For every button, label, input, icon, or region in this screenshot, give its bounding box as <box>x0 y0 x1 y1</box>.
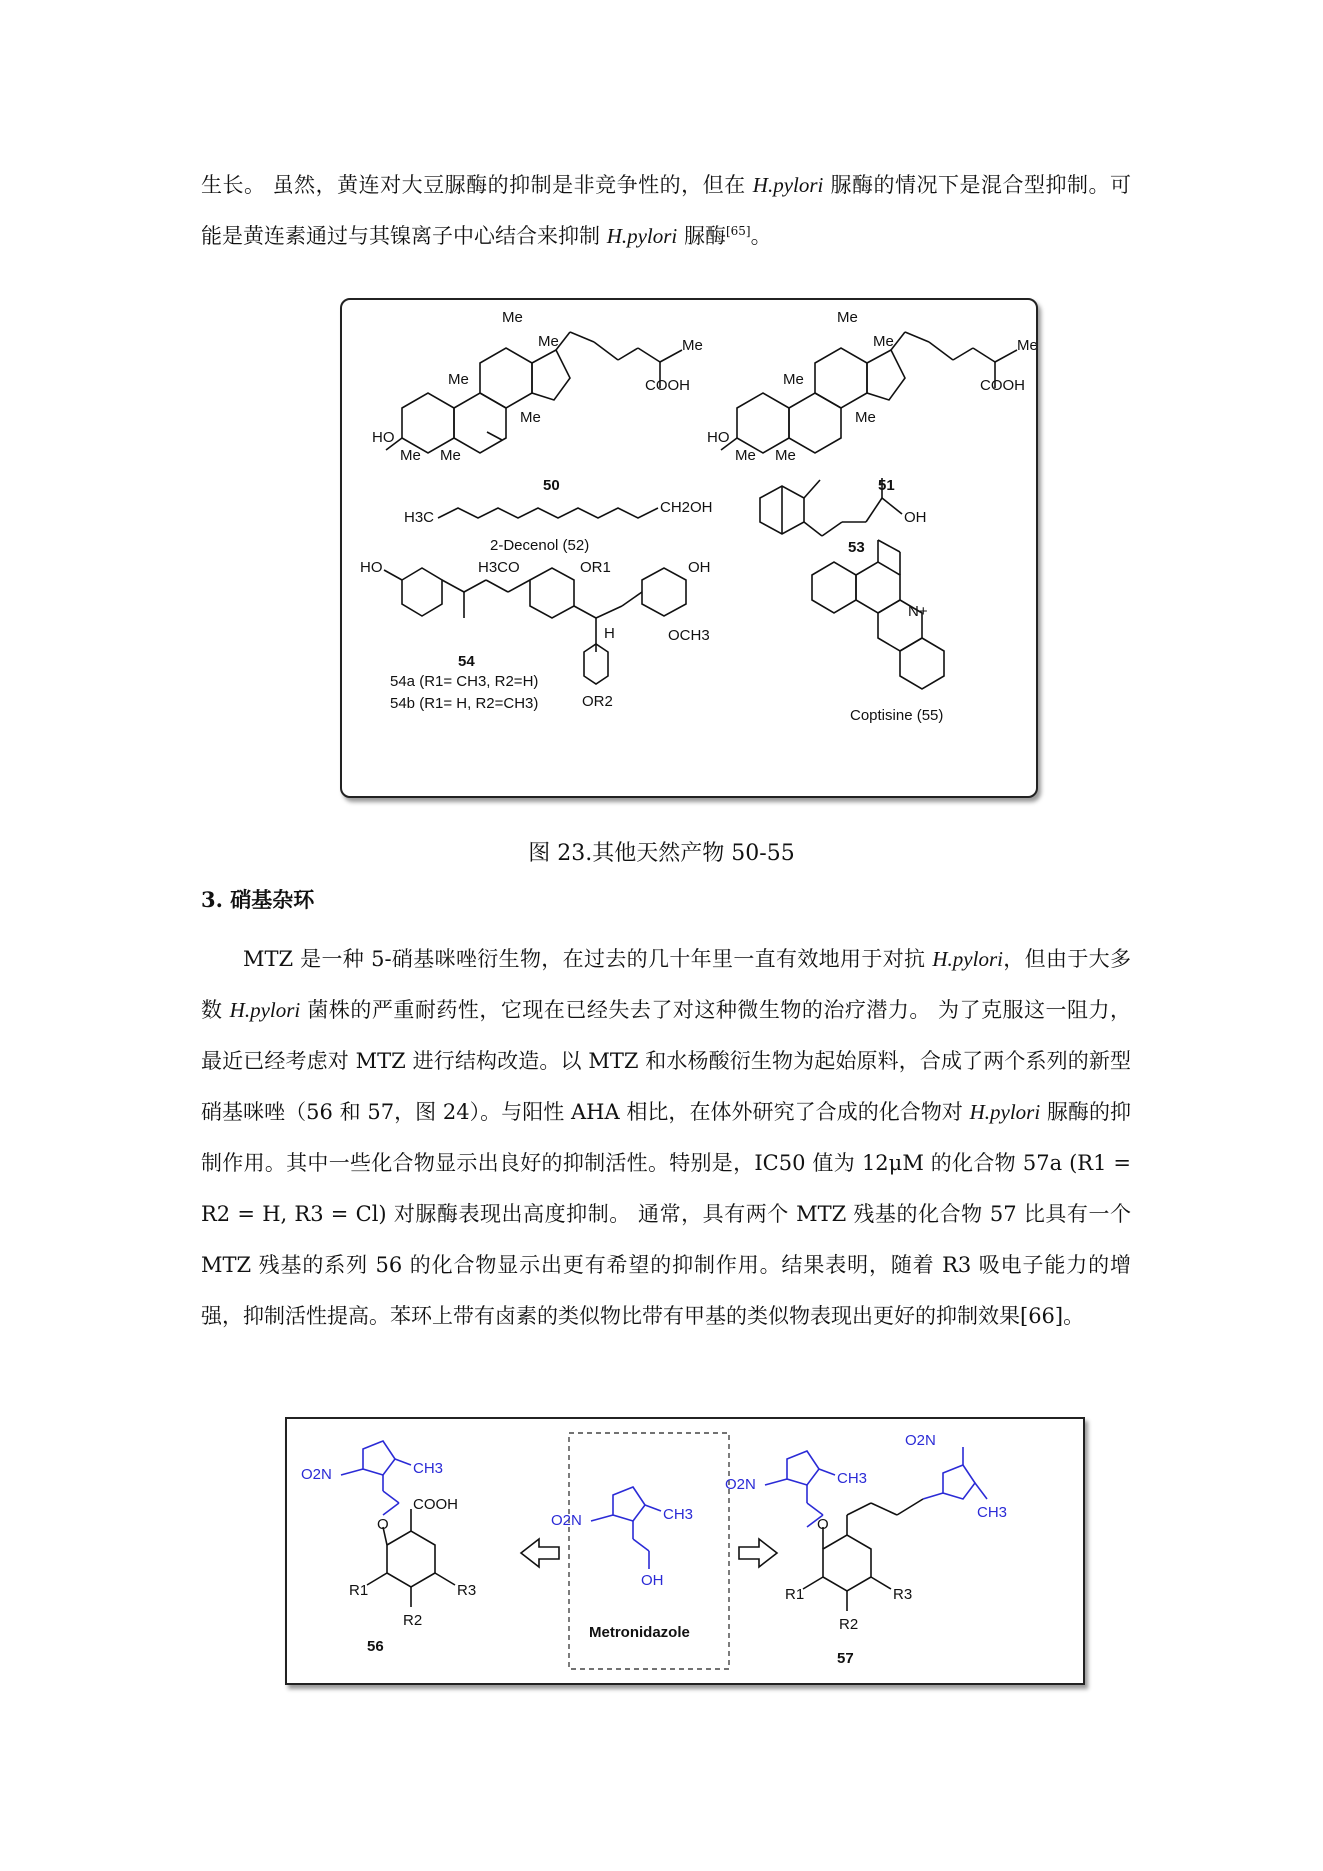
figure-24-structures <box>287 1419 1083 1683</box>
label-me: Me <box>448 371 469 388</box>
label-ho: HO <box>372 429 395 446</box>
label-me: Me <box>735 447 756 464</box>
label-r2: R2 <box>839 1616 859 1633</box>
compound-50-label: 50 <box>543 477 560 494</box>
label-me: Me <box>873 333 894 350</box>
label-o2n: O2N <box>301 1466 332 1483</box>
arrow-left <box>521 1539 559 1567</box>
label-me: Me <box>783 371 804 388</box>
label-och3: OCH3 <box>668 627 710 644</box>
label-me: Me <box>1017 337 1036 354</box>
label-me: Me <box>855 409 876 426</box>
label-r1: R1 <box>349 1582 369 1599</box>
label-cooh: COOH <box>413 1496 458 1513</box>
label-oh: OH <box>641 1572 664 1589</box>
figure-23 <box>340 298 1038 798</box>
label-r1: R1 <box>785 1586 805 1603</box>
paragraph-2: MTZ 是一种 5-硝基咪唑衍生物，在过去的几十年里一直有效地用于对抗 H.pylori，但由于大多数 H.pylori 菌株的严重耐药性，它现在已经失去了对这种微生物的治疗潜力。 为了克服这一阻力，最近已经考虑对 MTZ 进行结构改造。以 MTZ 和水杨酸衍生物为起始原料，合成了两个系列的新型硝基咪唑（56 和 57，图 24）。与阳性 AHA 相比，在体外研究了合成的化合物对 H.pylori 脲酶的抑制作用。其中一些化合物显示出良好的抑制活性。特别是，IC50 值为 12μM 的化合物 57a (R1 = R2 = H, R3 = Cl) 对脲酶表现出高度抑制。 通常，具有两个 MTZ 残基的化合物 57 比具有一个 MTZ 残基的系列 56 的化合物显示出更有希望的抑制作用。结果表明，随着 R3 吸电子能力的增强，抑制活性提高。苯环上带有卤素的类似物比带有甲基的类似物表现出更好的抑制效果[66]。 <box>201 947 1131 1328</box>
label-o2n: O2N <box>905 1432 936 1449</box>
label-o2n: O2N <box>551 1512 582 1529</box>
label-ch3: CH3 <box>837 1470 868 1487</box>
label-cooh: COOH <box>980 377 1025 394</box>
arrow-right <box>739 1539 777 1567</box>
compound-52-label: 2-Decenol (52) <box>490 537 590 554</box>
section-heading: 3. 硝基杂环 <box>201 887 315 912</box>
label-me: Me <box>440 447 461 464</box>
label-ch3: CH3 <box>413 1460 444 1477</box>
compound-53-label: 53 <box>848 539 865 556</box>
label-n-plus: N+ <box>908 603 928 620</box>
label-o: O <box>377 1516 389 1533</box>
label-or1: OR1 <box>580 559 611 576</box>
label-r3: R3 <box>893 1586 913 1603</box>
compound-54b-label: 54b (R1= H, R2=CH3) <box>390 695 539 712</box>
compound-54a-label: 54a (R1= CH3, R2=H) <box>390 673 539 690</box>
label-me: Me <box>502 309 523 326</box>
compound-57-label: 57 <box>837 1650 854 1667</box>
label-ho: HO <box>360 559 383 576</box>
label-me: Me <box>400 447 421 464</box>
label-oh: OH <box>688 559 711 576</box>
figure-24 <box>285 1417 1085 1685</box>
paragraph-1: 生长。 虽然，黄连对大豆脲酶的抑制是非竞争性的，但在 H.pylori 脲酶的情况下是混合型抑制。可能是黄连素通过与其镍离子中心结合来抑制 H.pylori 脲酶[65]。 <box>201 173 1131 248</box>
label-me: Me <box>538 333 559 350</box>
label-o2n: O2N <box>725 1476 756 1493</box>
label-me: Me <box>837 309 858 326</box>
label-r3: R3 <box>457 1582 477 1599</box>
label-ch2oh: CH2OH <box>660 499 713 516</box>
compound-55-label: Coptisine (55) <box>850 707 944 724</box>
metronidazole-label: Metronidazole <box>589 1624 690 1641</box>
compound-51-label: 51 <box>878 477 895 494</box>
compound-54-label: 54 <box>458 653 475 670</box>
label-r2: R2 <box>403 1612 423 1629</box>
label-me: Me <box>682 337 703 354</box>
label-or2: OR2 <box>582 693 613 710</box>
label-ch3: CH3 <box>977 1504 1008 1521</box>
label-me: Me <box>520 409 541 426</box>
label-ch3: CH3 <box>663 1506 694 1523</box>
label-ho: HO <box>707 429 730 446</box>
label-cooh: COOH <box>645 377 690 394</box>
label-o: O <box>817 1516 829 1533</box>
label-h3c: H3C <box>404 509 435 526</box>
label-oh: OH <box>904 509 927 526</box>
label-h3co: H3CO <box>478 559 520 576</box>
figure-23-caption: 图 23.其他天然产物 50-55 <box>528 841 795 866</box>
compound-56-label: 56 <box>367 1638 384 1655</box>
label-me: Me <box>775 447 796 464</box>
figure-23-structures <box>342 300 1036 796</box>
label-h: H <box>604 625 615 642</box>
